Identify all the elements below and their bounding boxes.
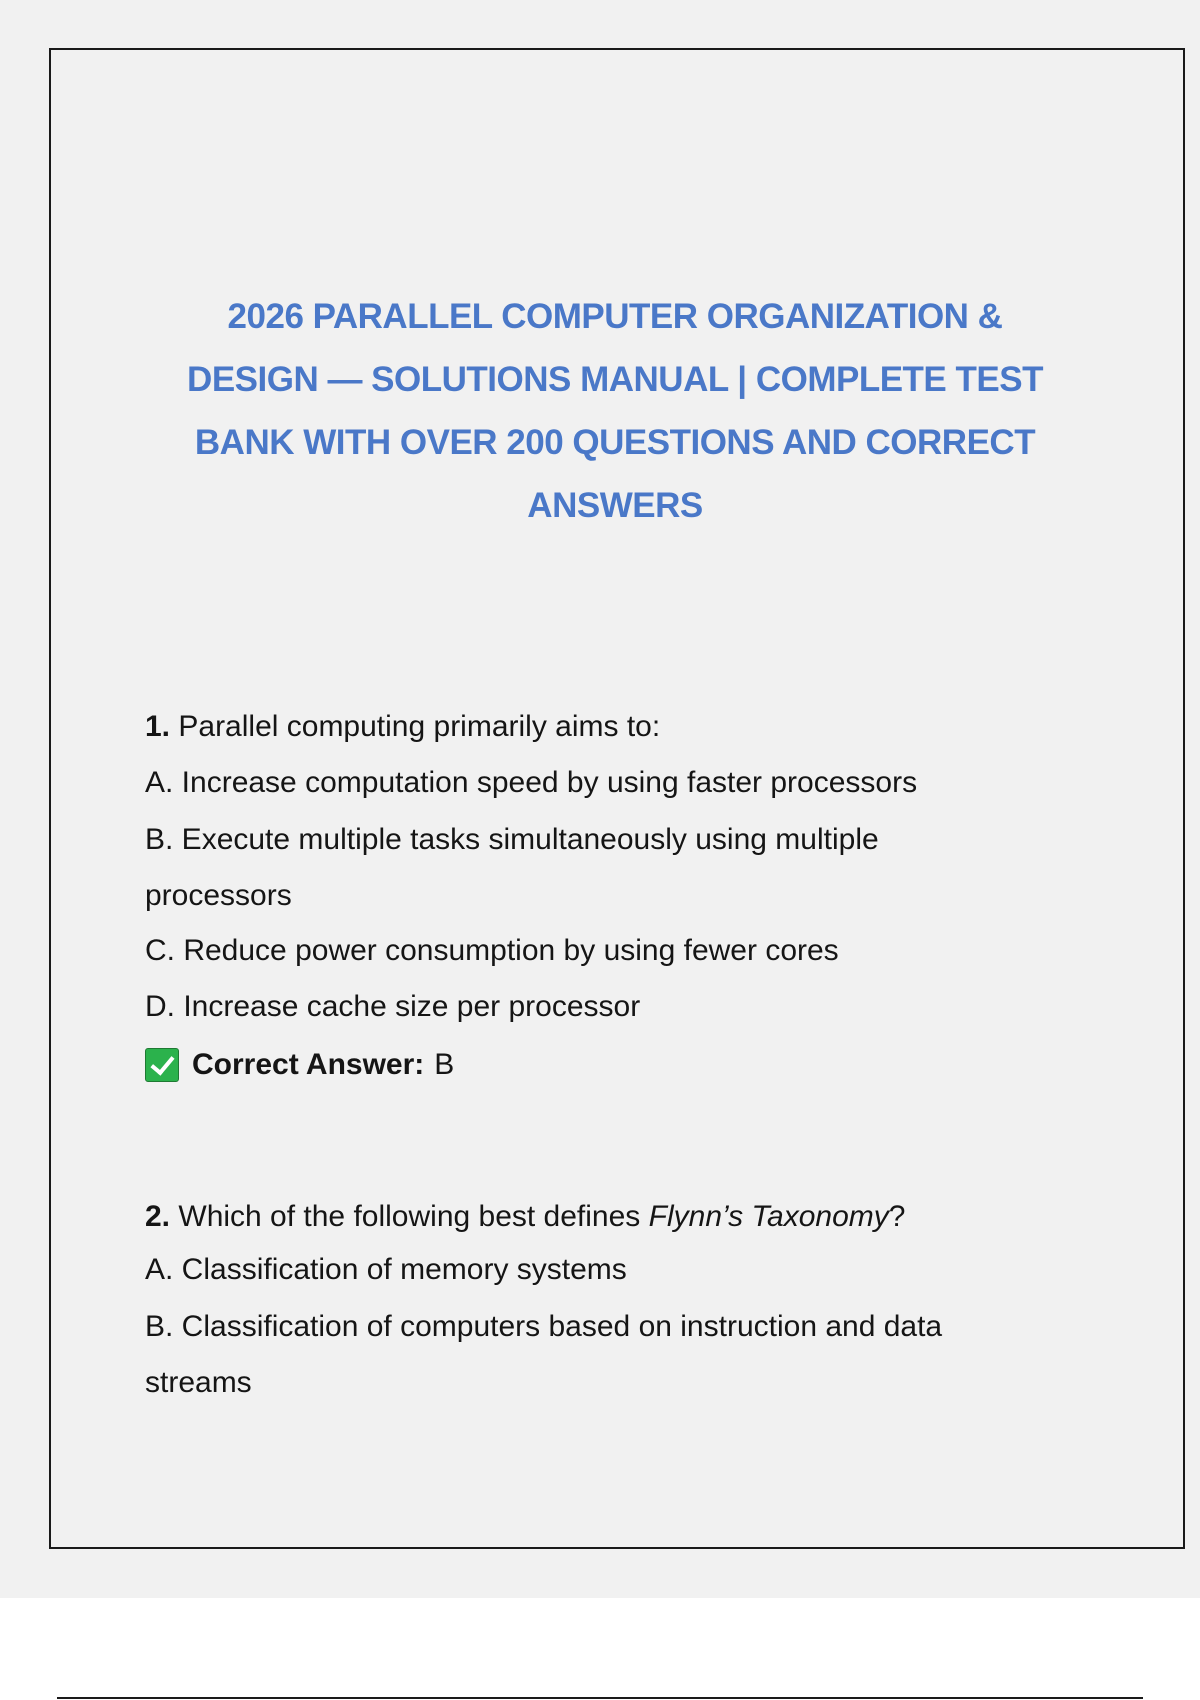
footer-divider (57, 1697, 1143, 1699)
option-d: D. Increase cache size per processor (145, 990, 641, 1023)
question-text-emphasis: Flynn’s Taxonomy (648, 1200, 889, 1233)
title-line: ANSWERS (527, 486, 703, 525)
question-text: Parallel computing primarily aims to: (178, 710, 661, 743)
correct-answer-value: B (434, 1048, 455, 1081)
title-line: BANK WITH OVER 200 QUESTIONS AND CORRECT (194, 423, 1036, 462)
option-b-continued: streams (145, 1366, 252, 1399)
question-stem (145, 1200, 905, 1234)
option-a: A. Classification of memory systems (145, 1253, 627, 1286)
question-stem (145, 710, 660, 744)
option-b: B. Classification of computers based on instruction and data (145, 1310, 943, 1343)
question-text-suffix: ? (888, 1200, 906, 1233)
option-b-continued: processors (145, 879, 292, 912)
document-title (120, 285, 1110, 537)
title-line: 2026 PARALLEL COMPUTER ORGANIZATION & (227, 297, 1003, 336)
question-text-prefix: Which of the following best defines (178, 1200, 649, 1233)
correct-answer (145, 1048, 454, 1082)
option-b: B. Execute multiple tasks simultaneously using multiple (145, 823, 879, 856)
title-line: DESIGN — SOLUTIONS MANUAL | COMPLETE TEST (187, 360, 1043, 399)
question-number: 2. (145, 1200, 171, 1233)
option-c: C. Reduce power consumption by using fewer cores (145, 934, 839, 967)
correct-answer-label: Correct Answer: (192, 1048, 425, 1081)
question-number: 1. (145, 710, 171, 743)
check-mark-icon (145, 1048, 179, 1082)
option-a: A. Increase computation speed by using faster processors (145, 766, 918, 799)
